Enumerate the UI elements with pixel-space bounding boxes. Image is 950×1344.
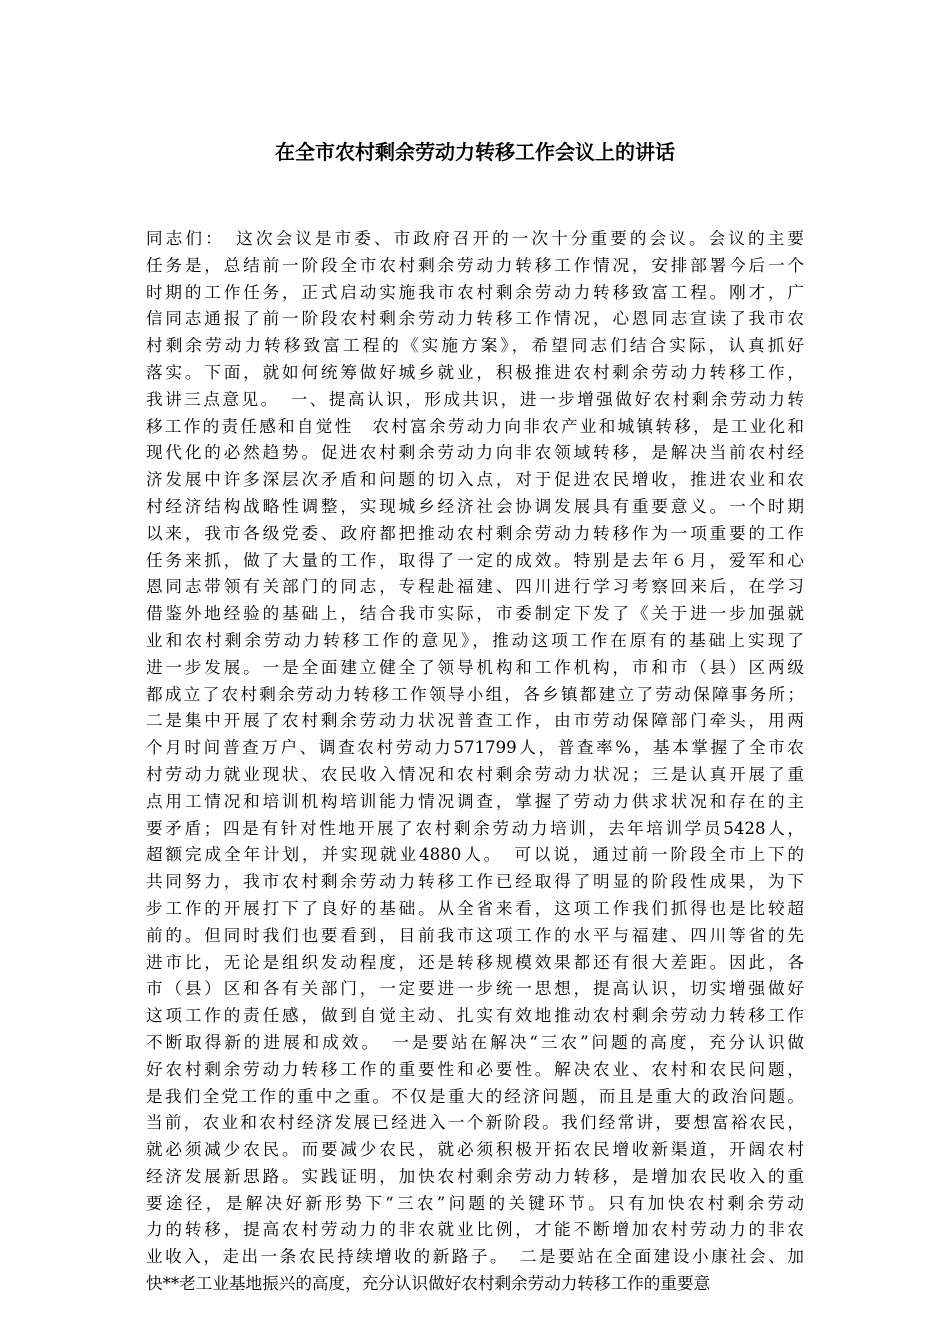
body-line: 济发展中许多深层次矛盾和问题的切入点，对于促进农民增收，推进农业和农 xyxy=(146,470,804,490)
body-line: 我讲三点意见。 一、提高认识，形成共识，进一步增强做好农村剩余劳动力转 xyxy=(146,389,804,409)
body-line: 村劳动力就业现状、农民收入情况和农村剩余劳动力状况；三是认真开展了重 xyxy=(146,764,804,784)
body-line: 快**老工业基地振兴的高度，充分认识做好农村剩余劳动力转移工作的重要意 xyxy=(146,1274,711,1294)
body-line: 同志们： 这次会议是市委、市政府召开的一次十分重要的会议。会议的主要 xyxy=(146,229,804,248)
body-line: 借鉴外地经验的基础上，结合我市实际，市委制定下发了《关于进一步加强就 xyxy=(146,604,804,624)
body-line: 村经济结构战略性调整，实现城乡经济社会协调发展具有重要意义。一个时期 xyxy=(146,496,804,516)
body-line: 共同努力，我市农村剩余劳动力转移工作已经取得了明显的阶段性成果，为下 xyxy=(146,872,804,892)
body-line: 是我们全党工作的重中之重。不仅是重大的经济问题，而且是重大的政治问题。 xyxy=(146,1086,804,1106)
body-line: 这项工作的责任感，做到自觉主动、扎实有效地推动农村剩余劳动力转移工作 xyxy=(146,1006,804,1026)
body-line: 好农村剩余劳动力转移工作的重要性和必要性。解决农业、农村和农民问题， xyxy=(146,1059,804,1079)
body-line: 移工作的责任感和自觉性 农村富余劳动力向非农产业和城镇转移，是工业化和 xyxy=(146,416,804,436)
body-line: 任务来抓，做了大量的工作，取得了一定的成效。特别是去年６月，爱军和心 xyxy=(146,550,804,570)
body-line: 信同志通报了前一阶段农村剩余劳动力转移工作情况，心恩同志宣读了我市农 xyxy=(146,309,804,329)
document-body xyxy=(146,226,804,1298)
body-line: 进一步发展。一是全面建立健全了领导机构和工作机构，市和市（县）区两级 xyxy=(146,657,804,677)
body-line: 落实。下面，就如何统筹做好城乡就业，积极推进农村剩余劳动力转移工作， xyxy=(146,362,804,382)
body-line: 村剩余劳动力转移致富工程的《实施方案》，希望同志们结合实际，认真抓好 xyxy=(146,336,804,356)
body-line: 力的转移，提高农村劳动力的非农就业比例，才能不断增加农村劳动力的非农 xyxy=(146,1220,804,1240)
body-line: 现代化的必然趋势。促进农村剩余劳动力向非农领域转移，是解决当前农村经 xyxy=(146,443,804,463)
body-line: 市（县）区和各有关部门，一定要进一步统一思想，提高认识，切实增强做好 xyxy=(146,979,804,999)
body-line: 就必须减少农民。而要减少农民，就必须积极开拓农民增收新渠道，开阔农村 xyxy=(146,1140,804,1160)
body-line: 要途径，是解决好新形势下“三农”问题的关键环节。只有加快农村剩余劳动 xyxy=(146,1193,804,1213)
body-line: 进市比，无论是组织发动程度，还是转移规模效果都还有很大差距。因此，各 xyxy=(146,952,804,972)
body-line: 二是集中开展了农村剩余劳动力状况普查工作，由市劳动保障部门牵头，用两 xyxy=(146,711,804,731)
body-line: 当前，农业和农村经济发展已经进入一个新阶段。我们经常讲，要想富裕农民， xyxy=(146,1113,804,1133)
body-line: 以来，我市各级党委、政府都把推动农村剩余劳动力转移作为一项重要的工作 xyxy=(146,523,804,543)
body-line: 超额完成全年计划，并实现就业4880人。 可以说，通过前一阶段全市上下的 xyxy=(146,845,804,865)
body-line: 业收入，走出一条农民持续增收的新路子。 二是要站在全面建设小康社会、加 xyxy=(146,1247,804,1267)
body-line: 个月时间普查万户、调查农村劳动力571799人，普查率%，基本掌握了全市农 xyxy=(146,738,804,758)
body-line: 前的。但同时我们也要看到，目前我市这项工作的水平与福建、四川等省的先 xyxy=(146,925,804,945)
body-line: 经济发展新思路。实践证明，加快农村剩余劳动力转移，是增加农民收入的重 xyxy=(146,1166,804,1186)
document-title: 在全市农村剩余劳动力转移工作会议上的讲话 xyxy=(275,140,675,164)
body-line: 恩同志带领有关部门的同志，专程赴福建、四川进行学习考察回来后，在学习 xyxy=(146,577,804,597)
body-line: 时期的工作任务，正式启动实施我市农村剩余劳动力转移致富工程。刚才，广 xyxy=(146,282,804,302)
body-line: 点用工情况和培训机构培训能力情况调查，掌握了劳动力供求状况和存在的主 xyxy=(146,791,804,811)
body-line: 业和农村剩余劳动力转移工作的意见》，推动这项工作在原有的基础上实现了 xyxy=(146,630,804,650)
body-line: 任务是，总结前一阶段全市农村剩余劳动力转移工作情况，安排部署今后一个 xyxy=(146,255,804,275)
body-line: 步工作的开展打下了良好的基础。从全省来看，这项工作我们抓得也是比较超 xyxy=(146,898,804,918)
body-line: 不断取得新的进展和成效。 一是要站在解决“三农”问题的高度，充分认识做 xyxy=(146,1032,804,1052)
body-line: 都成立了农村剩余劳动力转移工作领导小组，各乡镇都建立了劳动保障事务所； xyxy=(146,684,804,704)
body-line: 要矛盾；四是有针对性地开展了农村剩余劳动力培训，去年培训学员5428人， xyxy=(146,818,804,838)
